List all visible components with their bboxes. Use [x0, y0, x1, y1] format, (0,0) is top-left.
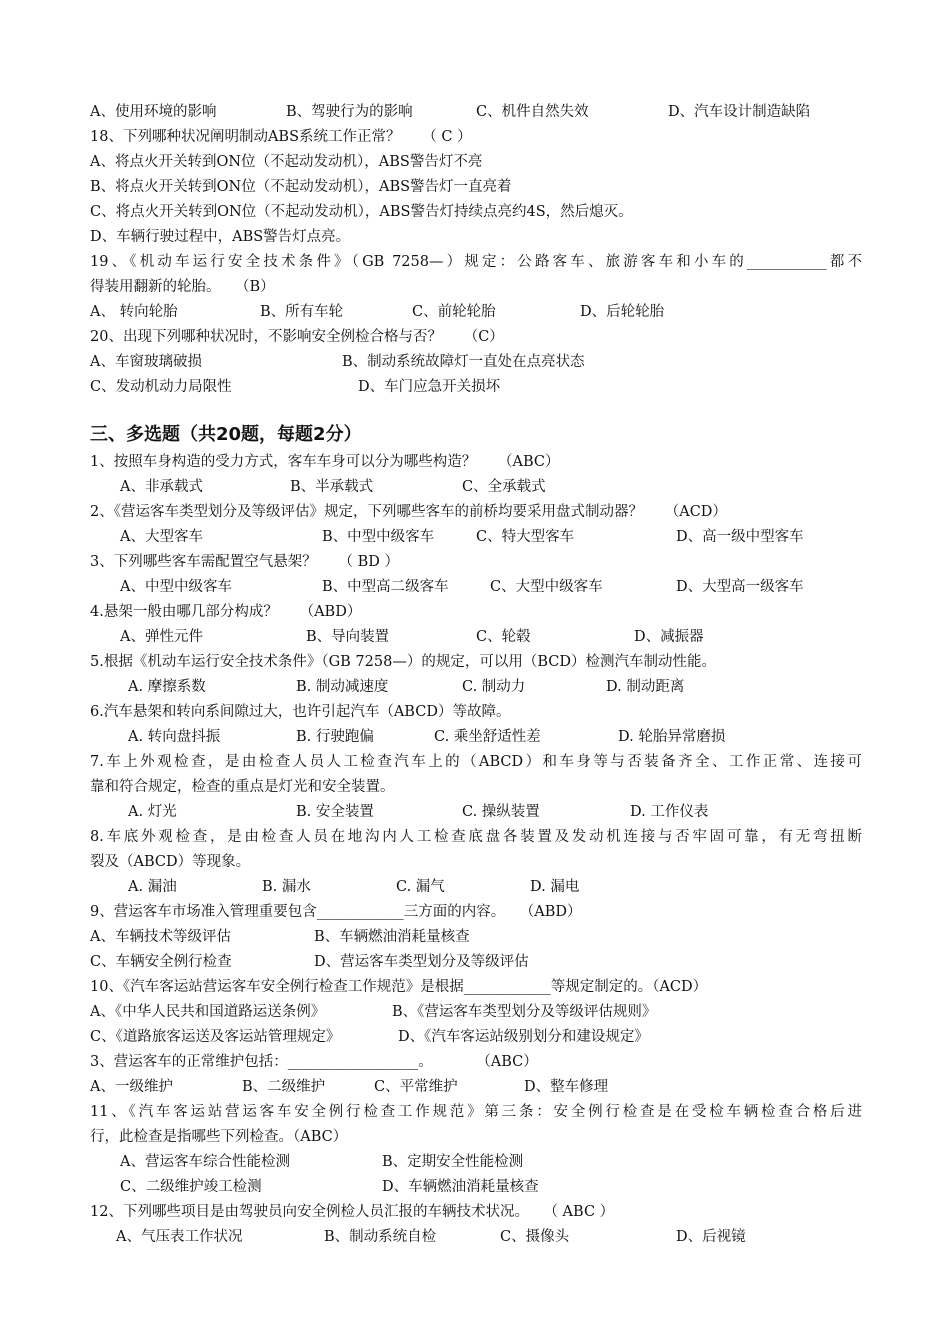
q18-option-b: B、将点火开关转到ON位（不起动发动机），ABS警告灯一直亮着: [90, 179, 512, 195]
mq7-option-b: B. 安全装置: [296, 804, 374, 820]
q19-option-c: C、前轮轮胎: [412, 304, 496, 320]
mq1-question: 1、按照车身构造的受力方式，客车车身可以分为哪些构造？ （ABC）: [90, 454, 560, 470]
mq10-option-c: C、《道路旅客运送及客运站管理规定》: [90, 1029, 341, 1045]
mq5-question: 5.根据《机动车运行安全技术条件》（GB 7258—）的规定，可以用（BCD）检测汽车制动性能。: [90, 654, 716, 670]
q17-option-a: A、使用环境的影响: [90, 104, 217, 120]
mq2-option-b: B、中型中级客车: [322, 529, 435, 545]
mq8-question-line2: 裂及（ABCD）等现象。: [90, 854, 251, 870]
q20-option-a: A、车窗玻璃破损: [90, 354, 202, 370]
mq3-question: 3、下列哪些客车需配置空气悬架？ （ BD ）: [90, 554, 399, 570]
mq5-option-d: D. 制动距离: [606, 679, 685, 695]
mq4-question: 4.悬架一般由哪几部分构成？ （ABD）: [90, 604, 362, 620]
mq2-option-a: A、大型客车: [120, 529, 203, 545]
q19-question-line2: 得装用翻新的轮胎。 （B）: [90, 279, 275, 295]
mq1-option-b: B、半承载式: [290, 479, 374, 495]
mq1-option-c: C、全承载式: [462, 479, 546, 495]
mq12-option-c: C、摄像头: [500, 1229, 570, 1245]
mq8-option-a: A. 漏油: [128, 879, 177, 895]
mq7-line1-text: 7.车上外观检查，是由检查人员人工检查汽车上的（ABCD）和车身等与否装备齐全、工作正常、连接可: [90, 754, 862, 770]
mq10-option-b: B、《营运客车类型划分及等级评估规则》: [392, 1004, 657, 1020]
mq9-option-b: B、车辆燃油消耗量核查: [314, 929, 470, 945]
q20-question: 20、出现下列哪种状况时，不影响安全例检合格与否？ （C）: [90, 329, 504, 345]
mq3b-question: 3、营运客车的正常维护包括：__________________。 （ABC）: [90, 1054, 538, 1070]
mq11-question-line2: 行，此检查是指哪些下列检查。（ABC）: [90, 1129, 348, 1145]
mq8-question-line1: [90, 827, 862, 847]
mq8-option-c: C. 漏气: [396, 879, 445, 895]
q18-option-a: A、将点火开关转到ON位（不起动发动机），ABS警告灯不亮: [90, 154, 483, 170]
mq7-option-d: D. 工作仪表: [630, 804, 709, 820]
mq12-option-a: A、气压表工作状况: [116, 1229, 243, 1245]
mq7-option-c: C. 操纵装置: [462, 804, 540, 820]
q20-option-c: C、发动机动力局限性: [90, 379, 232, 395]
mq6-option-b: B. 行驶跑偏: [296, 729, 374, 745]
mq9-question: 9、营运客车市场准入管理重要包含____________三方面的内容。 （ABD）: [90, 904, 582, 920]
q17-option-c: C、机件自然失效: [476, 104, 589, 120]
mq4-option-b: B、导向装置: [306, 629, 390, 645]
mq6-option-d: D. 轮胎异常磨损: [618, 729, 726, 745]
mq8-line1-text: 8.车底外观检查，是由检查人员在地沟内人工检查底盘各装置及发动机连接与否牢固可靠，有无弯扭断: [90, 829, 862, 845]
q20-option-b: B、制动系统故障灯一直处在点亮状态: [342, 354, 585, 370]
mq3-option-c: C、大型中级客车: [490, 579, 603, 595]
section-title-multiple-choice: 三、多选题（共20题，每题2分）: [90, 424, 362, 445]
mq8-option-b: B. 漏水: [262, 879, 311, 895]
mq10-option-d: D、《汽车客运站级别划分和建设规定》: [398, 1029, 649, 1045]
q17-option-d: D、汽车设计制造缺陷: [668, 104, 811, 120]
q18-option-d: D、车辆行驶过程中，ABS警告灯点亮。: [90, 229, 351, 245]
q20-option-d: D、车门应急开关损坏: [358, 379, 501, 395]
q19-option-b: B、所有车轮: [260, 304, 344, 320]
mq3b-option-d: D、整车修理: [524, 1079, 609, 1095]
mq4-option-c: C、轮毂: [476, 629, 531, 645]
q19-line1-text: 19、《机动车运行安全技术条件》（GB 7258—）规定：公路客车、旅游客车和小车的___________都不: [90, 254, 862, 270]
mq10-option-a: A、《中华人民共和国道路运送条例》: [90, 1004, 326, 1020]
mq3b-option-a: A、一级维护: [90, 1079, 173, 1095]
mq6-question: 6.汽车悬架和转向系间隙过大，也许引起汽车（ABCD）等故障。: [90, 704, 511, 720]
mq8-option-d: D. 漏电: [530, 879, 580, 895]
mq11-option-d: D、车辆燃油消耗量核查: [382, 1179, 539, 1195]
mq2-option-c: C、特大型客车: [476, 529, 575, 545]
mq4-option-d: D、减振器: [634, 629, 704, 645]
q19-question-line1: [90, 252, 862, 272]
mq3-option-b: B、中型高二级客车: [322, 579, 449, 595]
mq5-option-b: B. 制动减速度: [296, 679, 389, 695]
mq9-option-a: A、车辆技术等级评估: [90, 929, 231, 945]
mq11-line1-text: 11、《汽车客运站营运客车安全例行检查工作规范》第三条：安全例行检查是在受检车辆检查合格后进: [90, 1104, 862, 1120]
mq12-option-d: D、后视镜: [676, 1229, 746, 1245]
mq6-option-a: A. 转向盘抖振: [128, 729, 221, 745]
mq5-option-a: A. 摩擦系数: [128, 679, 206, 695]
q18-question: 18、下列哪种状况阐明制动ABS系统工作正常？ （ C ）: [90, 129, 472, 145]
mq5-option-c: C. 制动力: [462, 679, 526, 695]
mq2-question: 2、《营运客车类型划分及等级评估》规定，下列哪些客车的前桥均要采用盘式制动器？ （ACD）: [90, 504, 727, 520]
mq11-question-line1: [90, 1102, 862, 1122]
mq6-option-c: C. 乘坐舒适性差: [434, 729, 541, 745]
q18-option-c: C、将点火开关转到ON位（不起动发动机），ABS警告灯持续点亮约4S，然后熄灭。: [90, 204, 633, 220]
mq7-question-line2: 靠和符合规定，检查的重点是灯光和安全装置。: [90, 779, 395, 795]
mq12-option-b: B、制动系统自检: [324, 1229, 437, 1245]
mq1-option-a: A、非承载式: [120, 479, 203, 495]
mq9-option-d: D、营运客车类型划分及等级评估: [314, 954, 529, 970]
mq9-option-c: C、车辆安全例行检查: [90, 954, 232, 970]
q19-option-a: A、 转向轮胎: [90, 304, 178, 320]
mq10-question: 10、《汽车客运站营运客车安全例行检查工作规范》是根据____________等规定制定的。（ACD）: [90, 979, 708, 995]
mq11-option-b: B、定期安全性能检测: [382, 1154, 524, 1170]
mq11-option-c: C、二级维护竣工检测: [120, 1179, 262, 1195]
mq12-question: 12、下列哪些项目是由驾驶员向安全例检人员汇报的车辆技术状况。 （ ABC ）: [90, 1204, 615, 1220]
mq7-option-a: A. 灯光: [128, 804, 177, 820]
mq3-option-a: A、中型中级客车: [120, 579, 232, 595]
q19-option-d: D、后轮轮胎: [580, 304, 665, 320]
mq3b-option-b: B、二级维护: [242, 1079, 326, 1095]
mq7-question-line1: [90, 752, 862, 772]
mq2-option-d: D、高一级中型客车: [676, 529, 804, 545]
mq3b-option-c: C、平常维护: [374, 1079, 458, 1095]
mq3-option-d: D、大型高一级客车: [676, 579, 804, 595]
q17-option-b: B、驾驶行为的影响: [286, 104, 413, 120]
mq11-option-a: A、营运客车综合性能检测: [120, 1154, 290, 1170]
mq4-option-a: A、弹性元件: [120, 629, 203, 645]
